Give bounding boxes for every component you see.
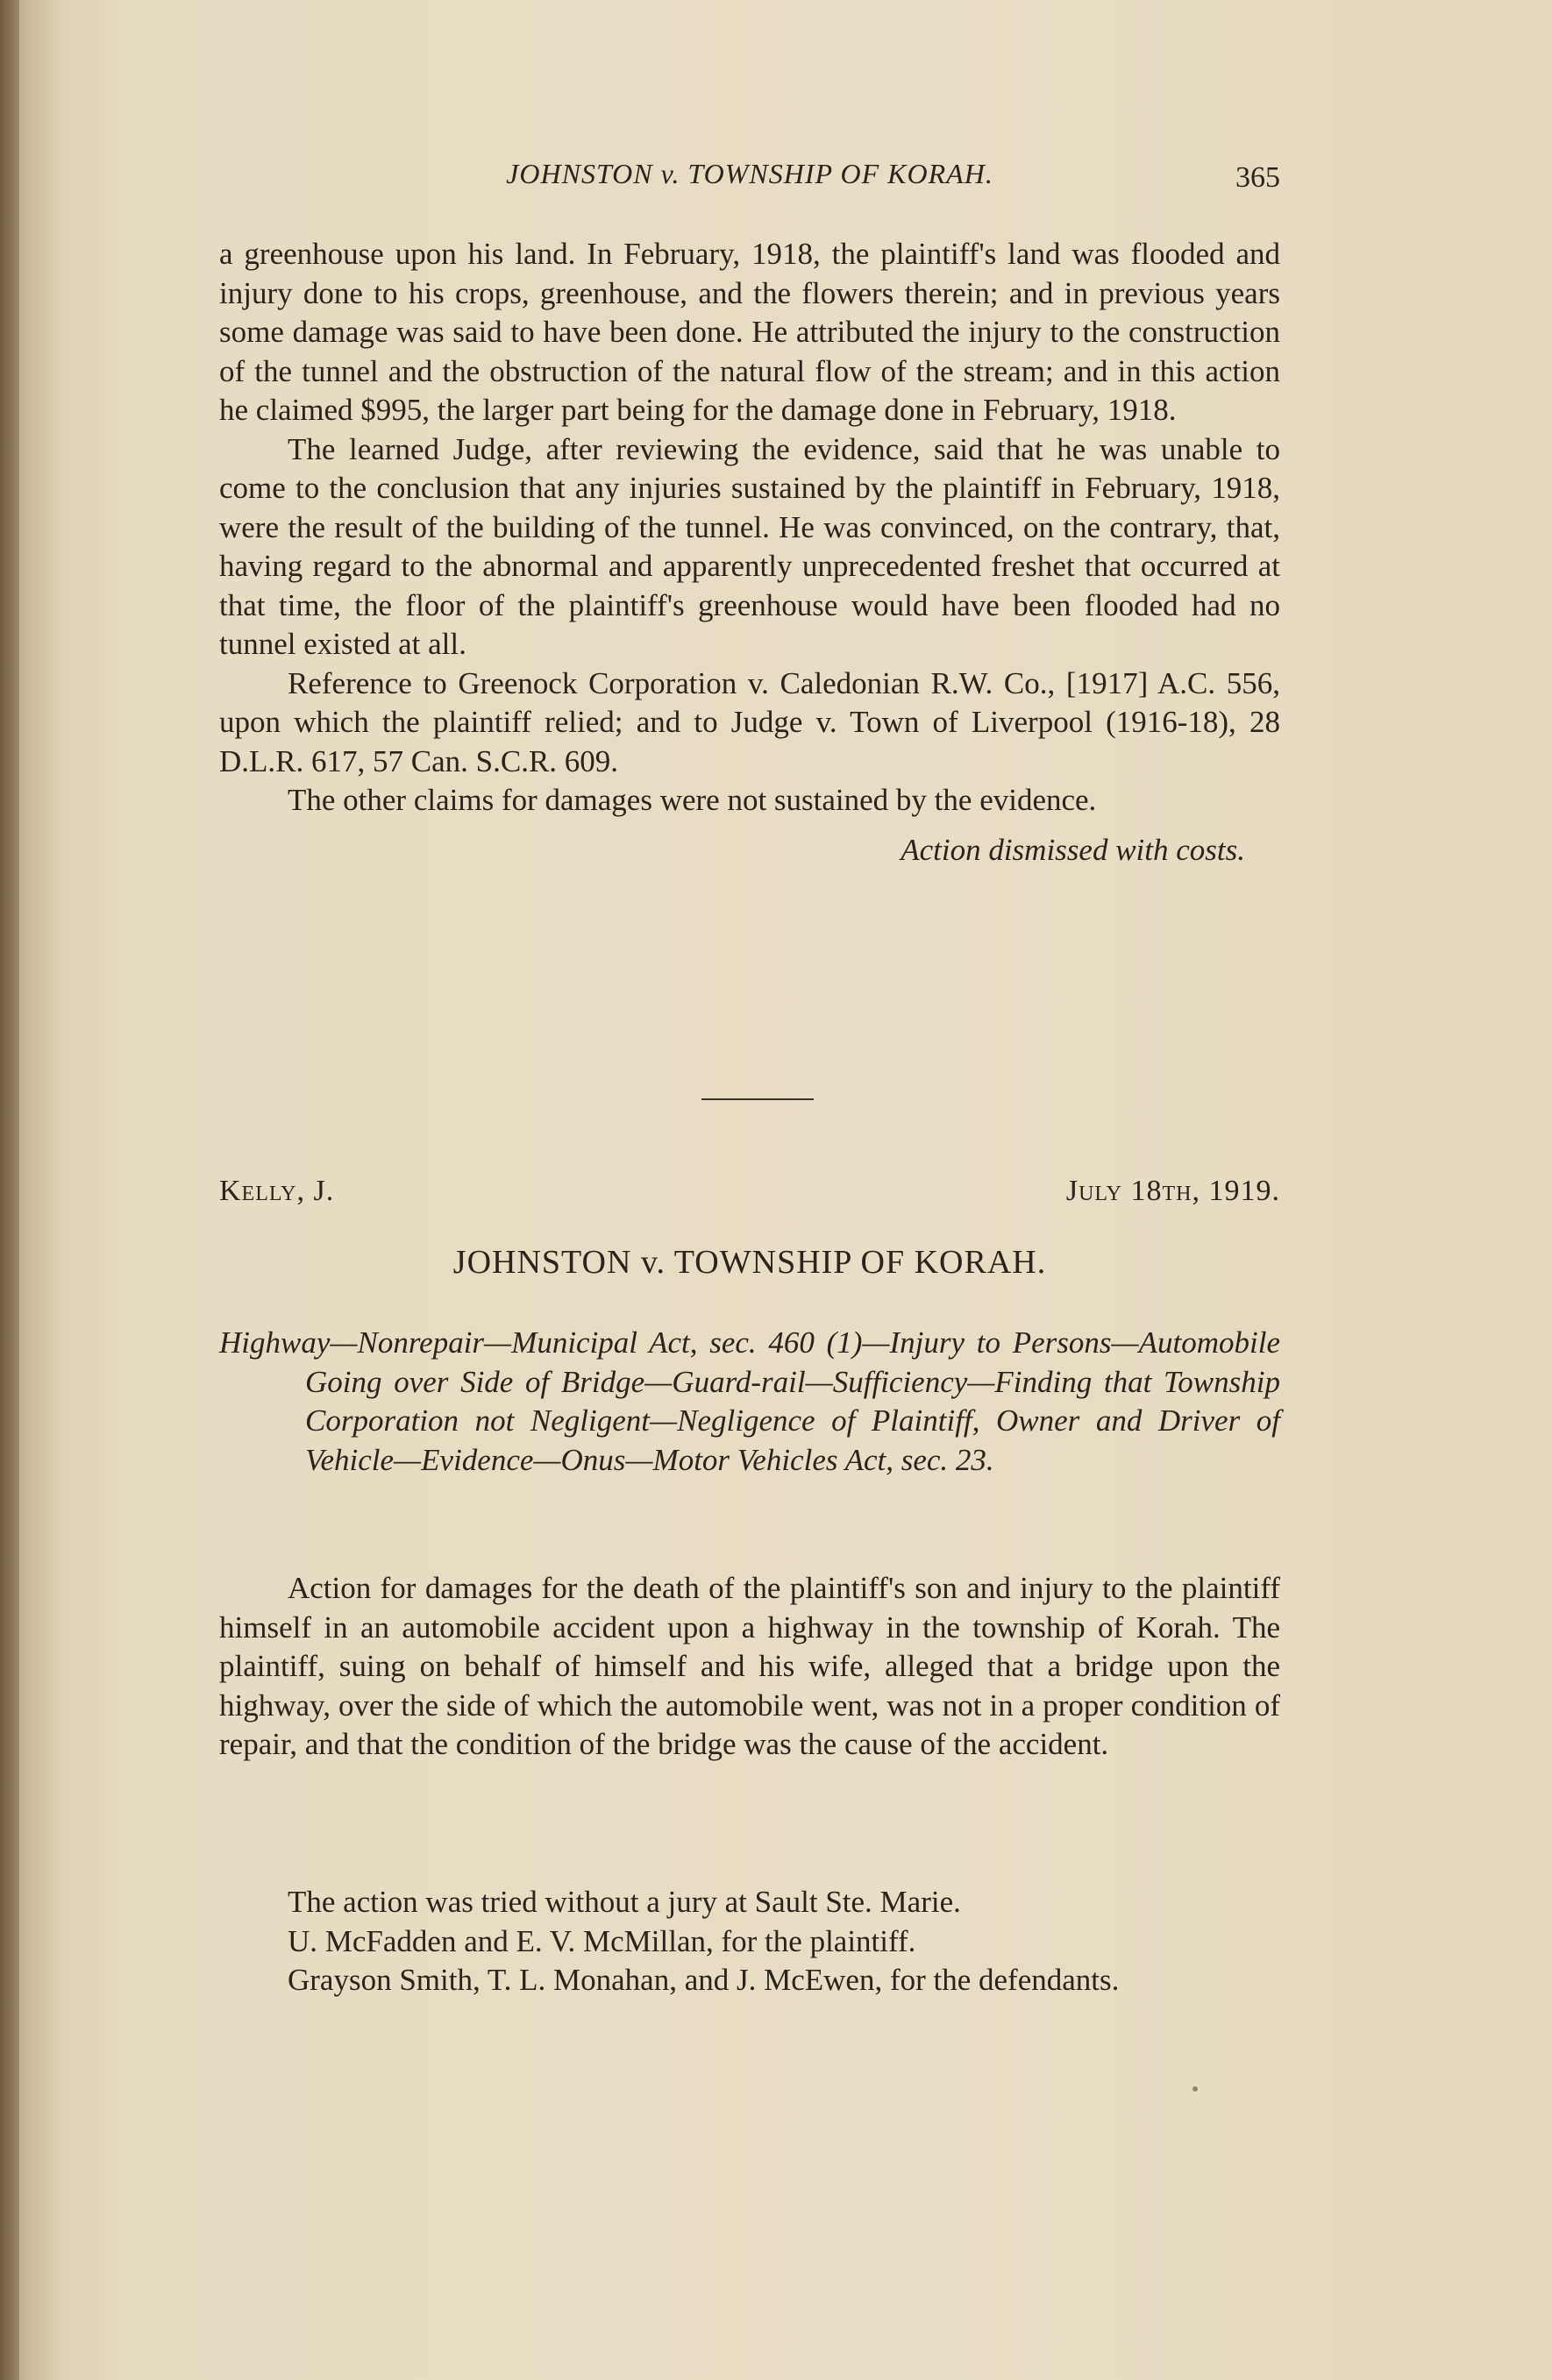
page-number: 365 <box>1235 161 1280 194</box>
paragraph: The learned Judge, after reviewing the evidence, said that he was unable to come to the conclusion that any injuries sustained by the plaintiff in February, 1918, were the result of the building of the tunnel. He was convinced, on the contrary, that, having regard to the abnormal and apparently unprecedented freshet that occurred at that time, the floor of the plaintiff's greenhouse would have been flooded had no tunnel existed at all. <box>219 431 1280 661</box>
judgment-date: July 18th, 1919. <box>1065 1175 1280 1207</box>
case-heading <box>219 1175 1280 1218</box>
continued-judgment-text <box>219 235 1280 870</box>
disposition: Action dismissed with costs. <box>901 832 1245 867</box>
counsel-defendants: Grayson Smith, T. L. Monahan, and J. McEwen, for the defendants. <box>288 1963 1120 1997</box>
counsel-plaintiff: U. McFadden and E. V. McMillan, for the plaintiff. <box>288 1923 916 1958</box>
section-divider <box>701 1098 814 1100</box>
judge-name: Kelly, J. <box>219 1175 335 1207</box>
paragraph: The other claims for damages were not sustained by the evidence. <box>288 783 1097 817</box>
page-header <box>219 158 1280 210</box>
book-spine-shadow <box>0 0 19 2380</box>
trial-details <box>219 1883 1280 2000</box>
ink-speck <box>1192 2086 1198 2092</box>
paragraph: Reference to Greenock Corporation v. Caledonian R.W. Co., [1917] A.C. 556, upon which the plaintiff relied; and to Judge v. Town of Liverpool (1916-18), 28 D.L.R. 617, 57 Can. S.C.R. 609. <box>219 665 1280 778</box>
case-title: JOHNSTON v. TOWNSHIP OF KORAH. <box>452 1244 1047 1281</box>
paragraph: a greenhouse upon his land. In February, 1918, the plaintiff's land was flooded and injury done to his crops, greenhouse, and the flowers therein; and in previous years some damage was said to have been done. He attributed the injury to the construction of the tunnel and the obstruction of the natural flow of the stream; and in this action he claimed $995, the larger part being for the damage done in February, 1918. <box>219 237 1280 427</box>
headnote-text: Highway—Nonrepair—Municipal Act, sec. 460 (1)—Injury to Persons—Automobile Going over Side of Bridge—Guard-rail—Sufficiency—Finding that Township Corporation not Negligent—Negligence of Plaintiff, Owner and Driver of Vehicle—Evidence—Onus—Motor Vehicles Act, sec. 23. <box>219 1325 1280 1477</box>
case-statement <box>219 1569 1280 1765</box>
paragraph: Action for damages for the death of the plaintiff's son and injury to the plaintiff himself in an automobile accident upon a highway in the township of Korah. The plaintiff, suing on behalf of himself and his wife, alleged that a bridge upon the highway, over the side of which the automobile went, was not in a proper condition of repair, and that the condition of the bridge was the cause of the accident. <box>219 1571 1280 1761</box>
headnote <box>219 1324 1280 1480</box>
running-head: JOHNSTON v. TOWNSHIP OF KORAH. <box>506 158 993 189</box>
trial-venue: The action was tried without a jury at Sault Ste. Marie. <box>288 1885 961 1919</box>
